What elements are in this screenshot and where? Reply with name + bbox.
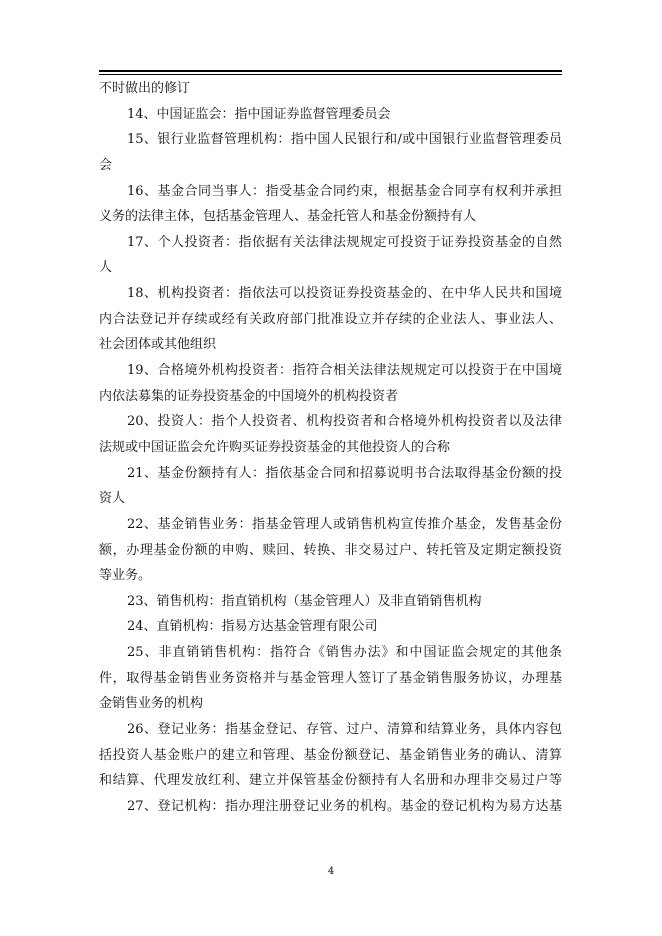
text-line: 人: [99, 260, 113, 276]
text-line: 义务的法律主体，包括基金管理人、基金托管人和基金份额持有人: [99, 209, 477, 225]
text-line: 社会团体或其他组织: [99, 337, 217, 353]
text-line: 资人: [99, 491, 126, 507]
definition-23: 23、销售机构：指直销机构（基金管理人）及非直销销售机构: [127, 593, 482, 609]
text-line: 等业务。: [99, 568, 152, 584]
text-line: 会: [99, 157, 113, 173]
definition-26: 26、登记业务：指基金登记、存管、过户、清算和结算业务，具体内容包: [127, 722, 562, 738]
definition-22: 22、基金销售业务：指基金管理人或销售机构宣传推介基金，发售基金份: [127, 516, 562, 532]
text-line: 金销售业务的机构: [99, 696, 204, 712]
text-line: 内依法募集的证券投资基金的中国境外的机构投资者: [99, 388, 399, 404]
header-rule-thin: [99, 74, 562, 75]
definition-21: 21、基金份额持有人：指依基金合同和招募说明书合法取得基金份额的投: [127, 465, 562, 481]
definition-25: 25、非直销销售机构：指符合《销售办法》和中国证监会规定的其他条: [127, 645, 562, 661]
definition-16: 16、基金合同当事人：指受基金合同约束，根据基金合同享有权利并承担: [127, 183, 562, 199]
text-line: 件，取得基金销售业务资格并与基金管理人签订了基金销售服务协议，办理基: [99, 670, 562, 686]
definition-24: 24、直销机构：指易方达基金管理有限公司: [127, 619, 378, 635]
text-line: 法规或中国证监会允许购买证券投资基金的其他投资人的合称: [99, 439, 451, 455]
definition-14: 14、中国证监会：指中国证券监督管理委员会: [127, 106, 391, 122]
header-rule-thick: [99, 70, 562, 72]
definition-15: 15、银行业监督管理机构：指中国人民银行和/或中国银行业监督管理委员: [127, 132, 562, 148]
document-body: [99, 76, 562, 820]
text-line: 不时做出的修订: [99, 81, 191, 96]
page-number: 4: [327, 866, 335, 877]
definition-27: 27、登记机构：指办理注册登记业务的机构。基金的登记机构为易方达基: [127, 798, 562, 814]
text-line: 额，办理基金份额的申购、赎回、转换、非交易过户、转托管及定期定额投资: [99, 542, 562, 558]
definition-20: 20、投资人：指个人投资者、机构投资者和合格境外机构投资者以及法律: [127, 414, 562, 430]
definition-17: 17、个人投资者：指依据有关法律法规规定可投资于证券投资基金的自然: [127, 234, 562, 250]
definition-18: 18、机构投资者：指依法可以投资证券投资基金的、在中华人民共和国境: [127, 286, 562, 302]
text-line: 括投资人基金账户的建立和管理、基金份额登记、基金销售业务的确认、清算: [99, 747, 562, 763]
text-line: 和结算、代理发放红利、建立并保管基金份额持有人名册和办理非交易过户等: [99, 773, 562, 789]
definition-19: 19、合格境外机构投资者：指符合相关法律法规规定可以投资于在中国境: [127, 363, 562, 379]
text-line: 内合法登记并存续或经有关政府部门批准设立并存续的企业法人、事业法人、: [99, 311, 562, 327]
